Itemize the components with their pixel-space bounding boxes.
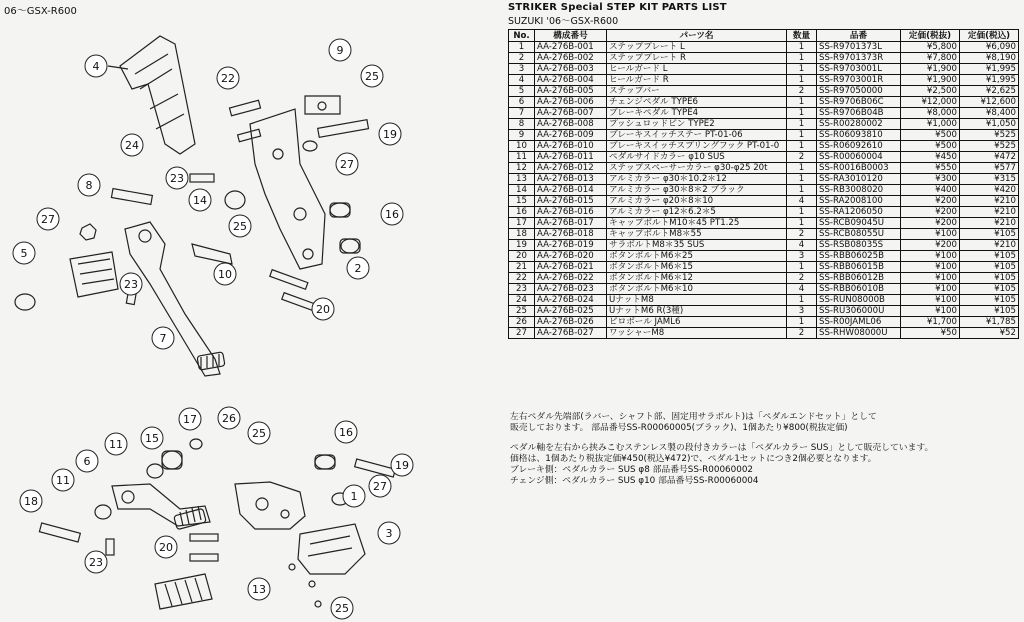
row-price-incl-tax: ¥12,600 bbox=[960, 97, 1019, 108]
row-price-incl-tax: ¥8,400 bbox=[960, 108, 1019, 119]
col-part-name: パーツ名 bbox=[607, 30, 787, 42]
step-plate-l bbox=[235, 482, 305, 529]
callout-11-a: 11 bbox=[109, 438, 123, 451]
callout-7: 7 bbox=[159, 332, 167, 345]
row-component-no: AA-276B-024 bbox=[535, 295, 607, 306]
row-quantity: 1 bbox=[787, 141, 817, 152]
col-part-number: 品番 bbox=[817, 30, 901, 42]
callout-13: 15 bbox=[145, 432, 159, 445]
row-price-incl-tax: ¥472 bbox=[960, 152, 1019, 163]
row-price-incl-tax: ¥105 bbox=[960, 273, 1019, 284]
row-component-no: AA-276B-008 bbox=[535, 119, 607, 130]
row-component-no: AA-276B-004 bbox=[535, 75, 607, 86]
row-price-incl-tax: ¥1,050 bbox=[960, 119, 1019, 130]
row-part-name: ボタンボルトM6＊10 bbox=[607, 284, 787, 295]
col-no: No. bbox=[509, 30, 535, 42]
table-row bbox=[509, 229, 1019, 240]
row-no: 14 bbox=[509, 185, 535, 196]
row-quantity: 3 bbox=[787, 251, 817, 262]
row-part-number: SS-RBB06015B bbox=[817, 262, 901, 273]
row-part-name: ステッププレート L bbox=[607, 42, 787, 53]
callout-4-top: 4 bbox=[92, 60, 100, 73]
row-part-name: アルミカラー φ12＊6.2＊5 bbox=[607, 207, 787, 218]
callout-22: 23 bbox=[124, 278, 138, 291]
note-pedal-end-1: 左右ペダル先端部(ラバー、シャフト部、固定用サラボルト)は「ペダルエンドセット」として bbox=[510, 412, 877, 422]
step-plate-r bbox=[250, 109, 325, 269]
row-quantity: 1 bbox=[787, 174, 817, 185]
row-part-number: SS-RB3008020 bbox=[817, 185, 901, 196]
row-price-incl-tax: ¥525 bbox=[960, 130, 1019, 141]
row-price-incl-tax: ¥105 bbox=[960, 306, 1019, 317]
row-price-excl-tax: ¥100 bbox=[901, 306, 960, 317]
row-quantity: 1 bbox=[787, 130, 817, 141]
row-part-number: SS-R06092610 bbox=[817, 141, 901, 152]
row-no: 6 bbox=[509, 97, 535, 108]
row-part-name: ヒールガード L bbox=[607, 64, 787, 75]
row-price-incl-tax: ¥420 bbox=[960, 185, 1019, 196]
row-quantity: 2 bbox=[787, 152, 817, 163]
note-pedal-collar-1: ペダル軸を左右から挟みこむステンレス製の段付きカラーは「ペダルカラー SUS」として販売しています。 bbox=[510, 443, 934, 453]
row-part-name: UナットM6 R(3種) bbox=[607, 306, 787, 317]
row-no: 22 bbox=[509, 273, 535, 284]
note-pedal-end-2: 販売しております。 部品番号SS-R00060005(ブラック)、1個あたり¥800(税抜定価) bbox=[510, 423, 848, 433]
row-price-incl-tax: ¥105 bbox=[960, 295, 1019, 306]
exploded-parts-diagram bbox=[0, 14, 490, 622]
row-quantity: 4 bbox=[787, 196, 817, 207]
callout-6: 6 bbox=[83, 455, 91, 468]
change-pedal bbox=[112, 484, 210, 526]
notes-section bbox=[510, 412, 1020, 487]
step-bar bbox=[70, 252, 118, 297]
row-no: 13 bbox=[509, 174, 535, 185]
row-part-name: ブレーキペダル TYPE4 bbox=[607, 108, 787, 119]
callout-20-top: 22 bbox=[221, 72, 235, 85]
row-price-excl-tax: ¥100 bbox=[901, 229, 960, 240]
row-part-number: SS-R9703001R bbox=[817, 75, 901, 86]
row-part-name: ワッシャーM8 bbox=[607, 328, 787, 339]
row-part-name: ブレーキスイッチステー PT-01-06 bbox=[607, 130, 787, 141]
row-price-excl-tax: ¥450 bbox=[901, 152, 960, 163]
col-price-incl-tax: 定価(税込) bbox=[960, 30, 1019, 42]
row-part-name: キャップボルトM10＊45 PT1.25 bbox=[607, 218, 787, 229]
table-row bbox=[509, 141, 1019, 152]
row-component-no: AA-276B-012 bbox=[535, 163, 607, 174]
row-price-incl-tax: ¥105 bbox=[960, 251, 1019, 262]
row-part-number: SS-R9701373R bbox=[817, 53, 901, 64]
row-price-excl-tax: ¥200 bbox=[901, 218, 960, 229]
row-part-name: ステップバー bbox=[607, 86, 787, 97]
table-row bbox=[509, 64, 1019, 75]
table-row bbox=[509, 251, 1019, 262]
callout-25-top: 25 bbox=[365, 70, 379, 83]
row-part-number: SS-R0016B0003 bbox=[817, 163, 901, 174]
row-quantity: 2 bbox=[787, 273, 817, 284]
row-no: 16 bbox=[509, 207, 535, 218]
table-row bbox=[509, 317, 1019, 328]
callout-23-top: 24 bbox=[125, 139, 139, 152]
row-price-excl-tax: ¥500 bbox=[901, 130, 960, 141]
row-quantity: 1 bbox=[787, 64, 817, 75]
row-component-no: AA-276B-009 bbox=[535, 130, 607, 141]
table-row bbox=[509, 108, 1019, 119]
row-part-name: アルミカラー φ20＊8＊10 bbox=[607, 196, 787, 207]
row-no: 5 bbox=[509, 86, 535, 97]
row-part-number: SS-R9706B04B bbox=[817, 108, 901, 119]
row-price-excl-tax: ¥50 bbox=[901, 328, 960, 339]
row-quantity: 1 bbox=[787, 262, 817, 273]
row-part-number: SS-RUN08000B bbox=[817, 295, 901, 306]
row-part-name: ピロボール JAML6 bbox=[607, 317, 787, 328]
row-price-excl-tax: ¥1,900 bbox=[901, 64, 960, 75]
row-quantity: 1 bbox=[787, 75, 817, 86]
row-component-no: AA-276B-013 bbox=[535, 174, 607, 185]
callout-2: 2 bbox=[354, 262, 362, 275]
row-price-incl-tax: ¥210 bbox=[960, 207, 1019, 218]
callout-18: 19 bbox=[395, 459, 409, 472]
row-part-name: ブレーキスイッチスプリングフック PT-01-0 bbox=[607, 141, 787, 152]
row-part-name: ボタンボルトM6＊15 bbox=[607, 262, 787, 273]
row-part-name: キャップボルトM8＊55 bbox=[607, 229, 787, 240]
row-price-excl-tax: ¥12,000 bbox=[901, 97, 960, 108]
parts-table-header bbox=[509, 30, 1019, 42]
row-no: 25 bbox=[509, 306, 535, 317]
table-row bbox=[509, 75, 1019, 86]
callout-19-bottom: 20 bbox=[159, 541, 173, 554]
row-no: 17 bbox=[509, 218, 535, 229]
row-no: 12 bbox=[509, 163, 535, 174]
row-quantity: 1 bbox=[787, 163, 817, 174]
callout-3: 3 bbox=[385, 527, 393, 540]
callout-12: 13 bbox=[252, 583, 266, 596]
row-price-excl-tax: ¥200 bbox=[901, 207, 960, 218]
row-part-number: SS-R06093810 bbox=[817, 130, 901, 141]
callout-14: 14 bbox=[193, 194, 207, 207]
row-quantity: 1 bbox=[787, 295, 817, 306]
callout-10: 10 bbox=[218, 268, 232, 281]
table-row bbox=[509, 97, 1019, 108]
table-row bbox=[509, 130, 1019, 141]
callout-8: 8 bbox=[85, 179, 93, 192]
row-price-incl-tax: ¥8,190 bbox=[960, 53, 1019, 64]
row-price-incl-tax: ¥315 bbox=[960, 174, 1019, 185]
row-no: 18 bbox=[509, 229, 535, 240]
callout-1: 1 bbox=[350, 490, 358, 503]
table-row bbox=[509, 273, 1019, 284]
row-part-number: SS-RCB09045U bbox=[817, 218, 901, 229]
row-no: 15 bbox=[509, 196, 535, 207]
row-component-no: AA-276B-002 bbox=[535, 53, 607, 64]
note-brake-side: ブレーキ側：ペダルカラー SUS φ8 部品番号SS-R00060002 bbox=[510, 465, 754, 475]
switch-spring-hook bbox=[192, 244, 232, 264]
row-quantity: 1 bbox=[787, 108, 817, 119]
row-quantity: 1 bbox=[787, 119, 817, 130]
row-price-incl-tax: ¥6,090 bbox=[960, 42, 1019, 53]
callout-17: 18 bbox=[24, 495, 38, 508]
row-component-no: AA-276B-006 bbox=[535, 97, 607, 108]
row-price-excl-tax: ¥7,800 bbox=[901, 53, 960, 64]
table-row bbox=[509, 196, 1019, 207]
row-price-excl-tax: ¥200 bbox=[901, 240, 960, 251]
callout-25-bottom: 25 bbox=[252, 427, 266, 440]
row-quantity: 3 bbox=[787, 306, 817, 317]
row-price-excl-tax: ¥100 bbox=[901, 273, 960, 284]
table-row bbox=[509, 152, 1019, 163]
callout-19-top: 20 bbox=[316, 303, 330, 316]
row-price-incl-tax: ¥1,995 bbox=[960, 64, 1019, 75]
row-price-incl-tax: ¥210 bbox=[960, 196, 1019, 207]
row-part-name: ボタンボルトM6＊25 bbox=[607, 251, 787, 262]
switch-stay bbox=[305, 96, 340, 114]
row-component-no: AA-276B-025 bbox=[535, 306, 607, 317]
row-quantity: 1 bbox=[787, 185, 817, 196]
row-quantity: 1 bbox=[787, 207, 817, 218]
row-part-number: SS-R00060004 bbox=[817, 152, 901, 163]
row-no: 9 bbox=[509, 130, 535, 141]
model-label: 06～GSX-R600 bbox=[4, 6, 77, 17]
row-price-incl-tax: ¥2,625 bbox=[960, 86, 1019, 97]
row-part-name: ペダルサイドカラー φ10 SUS bbox=[607, 152, 787, 163]
row-no: 2 bbox=[509, 53, 535, 64]
row-no: 11 bbox=[509, 152, 535, 163]
row-part-number: SS-RA2008100 bbox=[817, 196, 901, 207]
row-component-no: AA-276B-018 bbox=[535, 229, 607, 240]
callout-26: 26 bbox=[222, 412, 236, 425]
row-no: 10 bbox=[509, 141, 535, 152]
row-component-no: AA-276B-016 bbox=[535, 207, 607, 218]
row-price-excl-tax: ¥1,000 bbox=[901, 119, 960, 130]
table-row bbox=[509, 284, 1019, 295]
row-no: 26 bbox=[509, 317, 535, 328]
row-part-number: SS-RBB06012B bbox=[817, 273, 901, 284]
row-component-no: AA-276B-023 bbox=[535, 284, 607, 295]
row-price-incl-tax: ¥1,785 bbox=[960, 317, 1019, 328]
row-part-number: SS-RA1206050 bbox=[817, 207, 901, 218]
callout-24: 27 bbox=[41, 213, 55, 226]
row-component-no: AA-276B-017 bbox=[535, 218, 607, 229]
row-component-no: AA-276B-022 bbox=[535, 273, 607, 284]
row-price-excl-tax: ¥100 bbox=[901, 284, 960, 295]
row-price-excl-tax: ¥500 bbox=[901, 141, 960, 152]
row-part-number: SS-R9703001L bbox=[817, 64, 901, 75]
row-quantity: 1 bbox=[787, 218, 817, 229]
row-part-number: SS-R9706B06C bbox=[817, 97, 901, 108]
callout-27-bottom: 27 bbox=[373, 480, 387, 493]
row-price-incl-tax: ¥1,995 bbox=[960, 75, 1019, 86]
parts-list-subtitle: SUZUKI '06～GSX-R600 bbox=[508, 16, 619, 27]
row-price-excl-tax: ¥200 bbox=[901, 196, 960, 207]
row-price-excl-tax: ¥100 bbox=[901, 262, 960, 273]
row-no: 1 bbox=[509, 42, 535, 53]
row-price-excl-tax: ¥8,000 bbox=[901, 108, 960, 119]
row-quantity: 1 bbox=[787, 317, 817, 328]
row-price-incl-tax: ¥105 bbox=[960, 229, 1019, 240]
brake-pedal bbox=[125, 222, 220, 376]
row-part-number: SS-RHW08000U bbox=[817, 328, 901, 339]
table-row bbox=[509, 53, 1019, 64]
row-part-number: SS-RU306000U bbox=[817, 306, 901, 317]
row-component-no: AA-276B-003 bbox=[535, 64, 607, 75]
row-quantity: 1 bbox=[787, 97, 817, 108]
table-row bbox=[509, 262, 1019, 273]
exploded-view-svg bbox=[0, 14, 490, 622]
note-pedal-collar-2: 価格は、1個あたり税抜定価¥450(税込¥472)で、ペダル1セットにつき2個必要となります。 bbox=[510, 454, 877, 464]
row-part-number: SS-R00280002 bbox=[817, 119, 901, 130]
callout-20-bottom: 23 bbox=[89, 556, 103, 569]
row-price-excl-tax: ¥1,700 bbox=[901, 317, 960, 328]
row-no: 23 bbox=[509, 284, 535, 295]
row-no: 3 bbox=[509, 64, 535, 75]
row-quantity: 1 bbox=[787, 53, 817, 64]
row-price-excl-tax: ¥300 bbox=[901, 174, 960, 185]
row-price-excl-tax: ¥1,900 bbox=[901, 75, 960, 86]
row-part-name: ヒールガード R bbox=[607, 75, 787, 86]
row-component-no: AA-276B-015 bbox=[535, 196, 607, 207]
table-row bbox=[509, 119, 1019, 130]
row-part-name: プッシュロッドピン TYPE2 bbox=[607, 119, 787, 130]
row-component-no: AA-276B-021 bbox=[535, 262, 607, 273]
row-part-number: SS-RSB08035S bbox=[817, 240, 901, 251]
callout-15-bottom: 16 bbox=[339, 426, 353, 439]
row-component-no: AA-276B-001 bbox=[535, 42, 607, 53]
row-component-no: AA-276B-014 bbox=[535, 185, 607, 196]
row-price-incl-tax: ¥105 bbox=[960, 262, 1019, 273]
callout-21: 23 bbox=[170, 172, 184, 185]
row-part-number: SS-R9701373L bbox=[817, 42, 901, 53]
row-part-number: SS-R97050000 bbox=[817, 86, 901, 97]
col-component-no: 構成番号 bbox=[535, 30, 607, 42]
row-part-number: SS-RBB06010B bbox=[817, 284, 901, 295]
row-price-incl-tax: ¥105 bbox=[960, 284, 1019, 295]
row-price-excl-tax: ¥5,800 bbox=[901, 42, 960, 53]
row-no: 27 bbox=[509, 328, 535, 339]
table-row bbox=[509, 42, 1019, 53]
callout-9: 9 bbox=[336, 44, 344, 57]
row-component-no: AA-276B-019 bbox=[535, 240, 607, 251]
row-component-no: AA-276B-005 bbox=[535, 86, 607, 97]
parts-list-panel bbox=[508, 2, 1020, 339]
row-component-no: AA-276B-011 bbox=[535, 152, 607, 163]
table-row bbox=[509, 218, 1019, 229]
row-price-incl-tax: ¥525 bbox=[960, 141, 1019, 152]
table-row bbox=[509, 295, 1019, 306]
table-row bbox=[509, 240, 1019, 251]
row-part-name: ボタンボルトM6＊12 bbox=[607, 273, 787, 284]
callout-25-mid: 25 bbox=[233, 220, 247, 233]
row-part-number: SS-RBB06025B bbox=[817, 251, 901, 262]
col-quantity: 数量 bbox=[787, 30, 817, 42]
table-row bbox=[509, 306, 1019, 317]
callout-15-top: 16 bbox=[385, 208, 399, 221]
row-no: 4 bbox=[509, 75, 535, 86]
row-part-name: ステッププレート R bbox=[607, 53, 787, 64]
row-component-no: AA-276B-027 bbox=[535, 328, 607, 339]
row-component-no: AA-276B-020 bbox=[535, 251, 607, 262]
callout-27-top: 27 bbox=[340, 158, 354, 171]
row-price-excl-tax: ¥100 bbox=[901, 251, 960, 262]
row-price-excl-tax: ¥400 bbox=[901, 185, 960, 196]
callout-16-top: 19 bbox=[383, 128, 397, 141]
row-no: 21 bbox=[509, 262, 535, 273]
row-price-incl-tax: ¥52 bbox=[960, 328, 1019, 339]
row-part-name: ステップスペーサーカラー φ30-φ25 20t bbox=[607, 163, 787, 174]
callout-5: 5 bbox=[20, 247, 28, 260]
row-part-name: アルミカラー φ30＊10.2＊12 bbox=[607, 174, 787, 185]
row-part-number: SS-R00JAML06 bbox=[817, 317, 901, 328]
row-quantity: 2 bbox=[787, 229, 817, 240]
row-quantity: 4 bbox=[787, 240, 817, 251]
parts-table-body bbox=[509, 42, 1019, 339]
row-no: 19 bbox=[509, 240, 535, 251]
row-quantity: 1 bbox=[787, 42, 817, 53]
row-part-name: アルミカラー φ30＊8＊2 ブラック bbox=[607, 185, 787, 196]
row-component-no: AA-276B-007 bbox=[535, 108, 607, 119]
row-component-no: AA-276B-026 bbox=[535, 317, 607, 328]
row-part-name: サラボルトM8＊35 SUS bbox=[607, 240, 787, 251]
row-part-number: SS-RCB08055U bbox=[817, 229, 901, 240]
row-price-incl-tax: ¥210 bbox=[960, 218, 1019, 229]
table-row bbox=[509, 207, 1019, 218]
row-no: 7 bbox=[509, 108, 535, 119]
row-part-number: SS-RA3010120 bbox=[817, 174, 901, 185]
row-part-name: チェンジペダル TYPE6 bbox=[607, 97, 787, 108]
row-price-incl-tax: ¥577 bbox=[960, 163, 1019, 174]
table-row bbox=[509, 185, 1019, 196]
row-part-name: UナットM8 bbox=[607, 295, 787, 306]
callout-23-bottom: 25 bbox=[335, 602, 349, 615]
parts-list-title: STRIKER Special STEP KIT PARTS LIST bbox=[508, 2, 727, 13]
row-quantity: 4 bbox=[787, 284, 817, 295]
col-price-excl-tax: 定価(税抜) bbox=[901, 30, 960, 42]
row-price-excl-tax: ¥550 bbox=[901, 163, 960, 174]
row-component-no: AA-276B-010 bbox=[535, 141, 607, 152]
row-no: 20 bbox=[509, 251, 535, 262]
step-bar-l bbox=[155, 574, 212, 609]
table-row bbox=[509, 163, 1019, 174]
row-price-excl-tax: ¥2,500 bbox=[901, 86, 960, 97]
heel-guard-l bbox=[298, 524, 365, 574]
callout-16-bottom: 17 bbox=[183, 413, 197, 426]
row-no: 8 bbox=[509, 119, 535, 130]
table-row bbox=[509, 86, 1019, 97]
callout-11-b: 11 bbox=[56, 474, 70, 487]
note-change-side: チェンジ側：ペダルカラー SUS φ10 部品番号SS-R00060004 bbox=[510, 476, 759, 486]
table-row bbox=[509, 174, 1019, 185]
table-row bbox=[509, 328, 1019, 339]
row-no: 24 bbox=[509, 295, 535, 306]
row-price-incl-tax: ¥210 bbox=[960, 240, 1019, 251]
row-price-excl-tax: ¥100 bbox=[901, 295, 960, 306]
row-quantity: 2 bbox=[787, 328, 817, 339]
parts-table bbox=[508, 29, 1019, 339]
row-quantity: 2 bbox=[787, 86, 817, 97]
